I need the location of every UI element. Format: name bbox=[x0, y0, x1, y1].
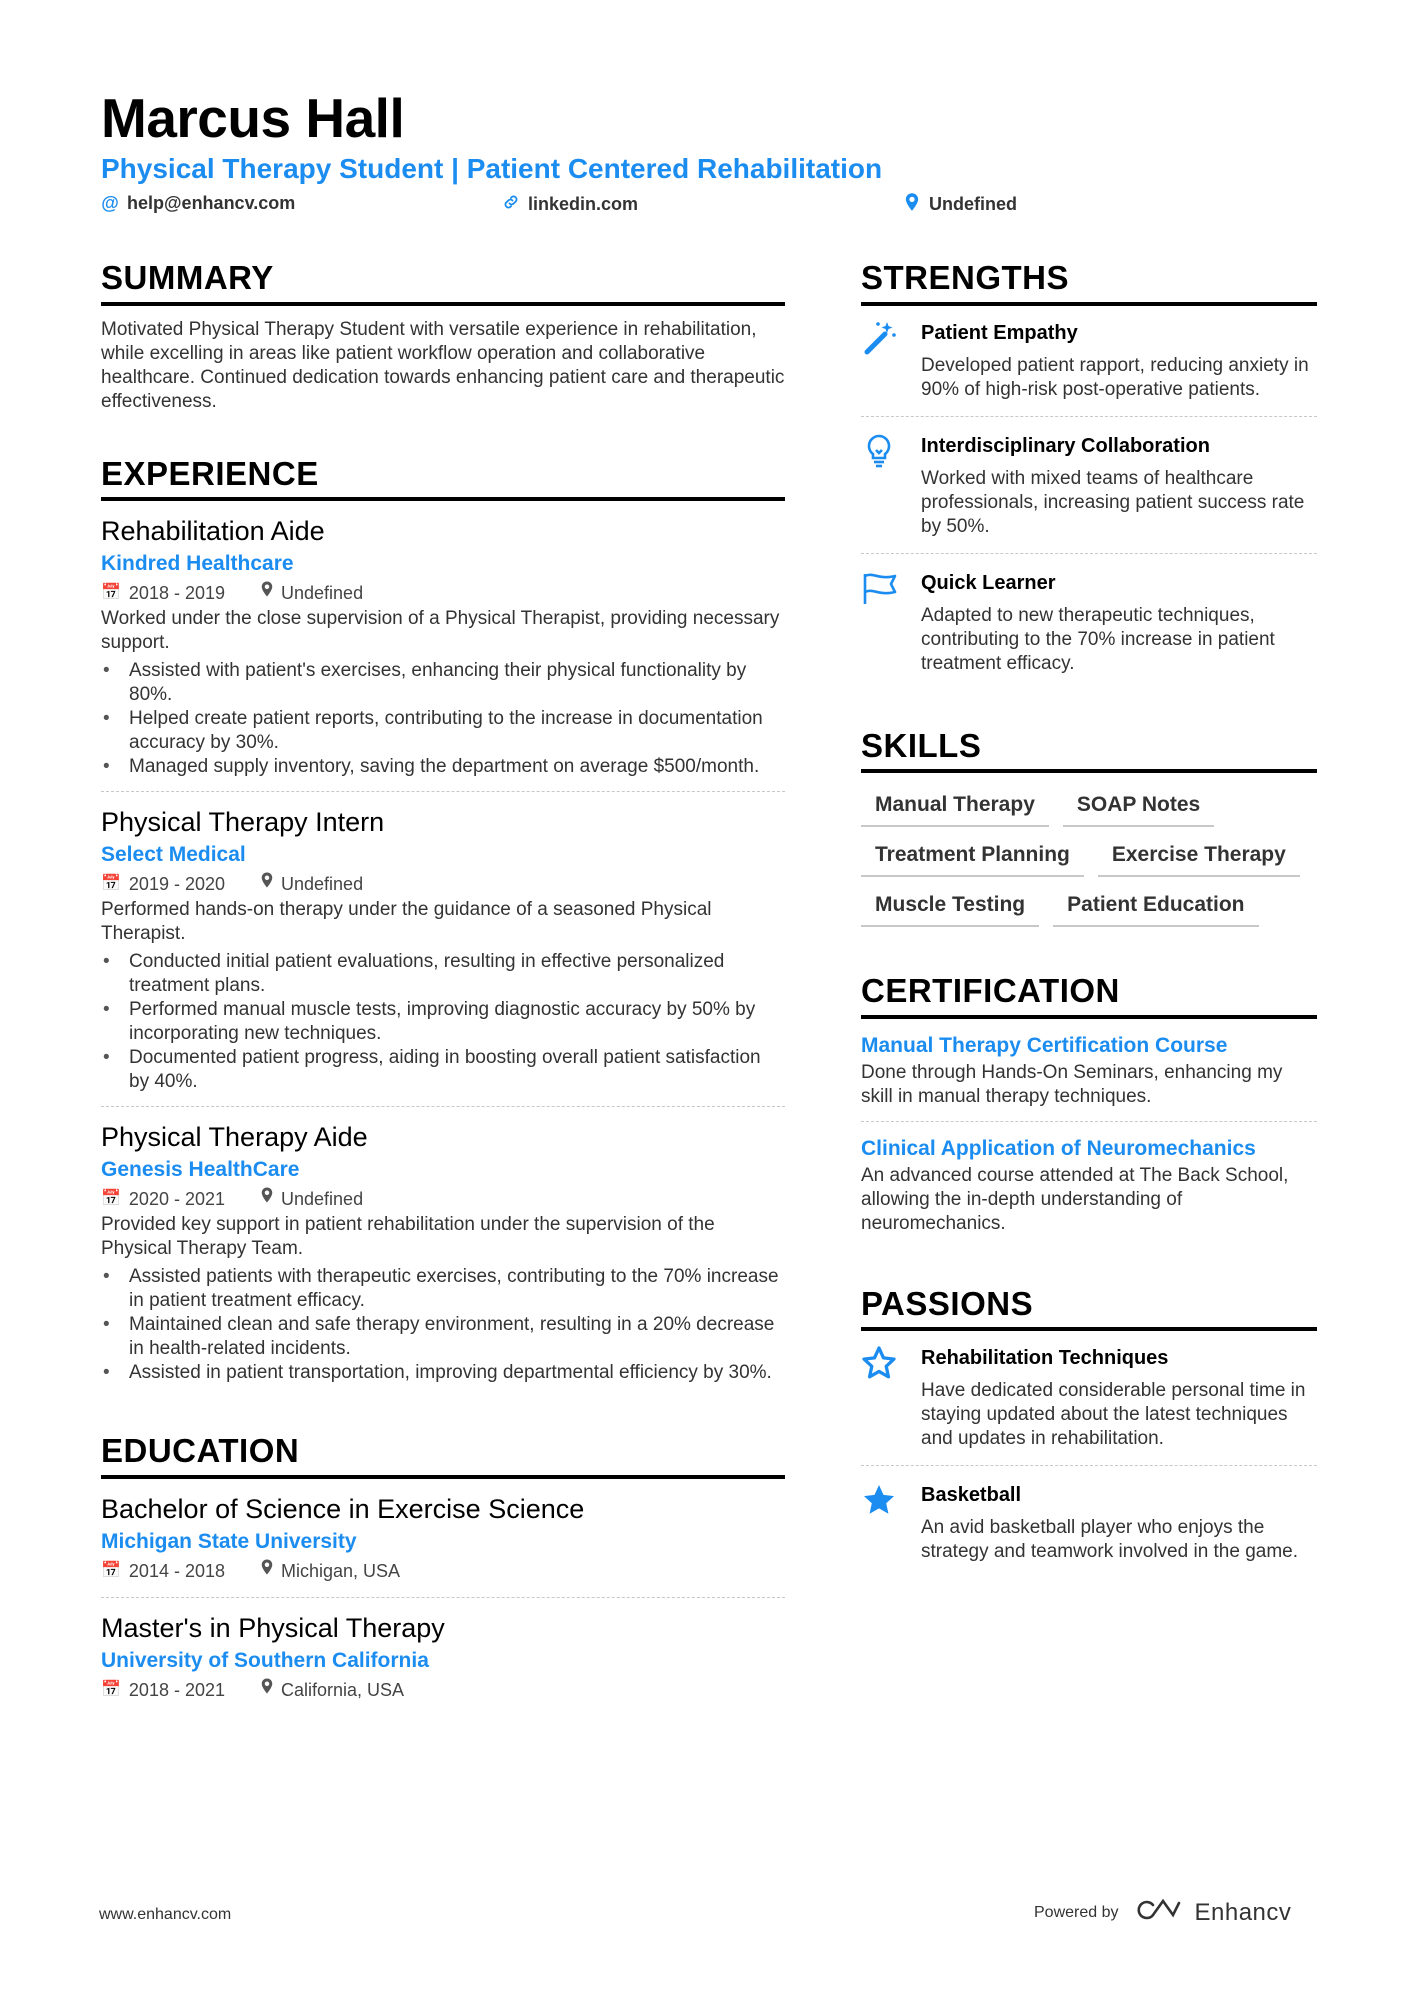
strength-item bbox=[861, 431, 1317, 554]
job-company: Genesis HealthCare bbox=[101, 1158, 300, 1182]
certification-description: Done through Hands-On Seminars, enhancing my skill in manual therapy techniques. bbox=[861, 1061, 1283, 1107]
school: Michigan State University bbox=[101, 1529, 357, 1553]
passion-item bbox=[861, 1343, 1317, 1466]
job-bullet: • Helped create patient reports, contributing to the increase in documentation accuracy by 30%. bbox=[101, 707, 785, 755]
education-meta bbox=[101, 1557, 785, 1585]
job-role: Rehabilitation Aide bbox=[101, 516, 325, 547]
location-pin-icon bbox=[261, 1557, 273, 1585]
powered-by-text: Powered by bbox=[1034, 1903, 1119, 1921]
strength-title: Patient Empathy bbox=[921, 321, 1078, 344]
certification-name: Manual Therapy Certification Course bbox=[861, 1033, 1228, 1057]
location-pin-icon bbox=[261, 1676, 273, 1704]
strength-title: Quick Learner bbox=[921, 571, 1056, 594]
job-company: Select Medical bbox=[101, 843, 246, 867]
passion-description: Have dedicated considerable personal time in staying updated about the latest techniques and updates in rehabilitation. bbox=[921, 1380, 1306, 1450]
strength-item bbox=[861, 318, 1317, 417]
strengths-section bbox=[861, 258, 1317, 690]
skill-tag: Treatment Planning bbox=[861, 837, 1084, 877]
strength-description: Adapted to new therapeutic techniques, contributing to the 70% increase in patient treatment efficacy. bbox=[921, 604, 1275, 674]
school: University of Southern California bbox=[101, 1648, 429, 1672]
skills-list bbox=[861, 777, 1317, 927]
flag-icon bbox=[861, 568, 905, 676]
job-company: Kindred Healthcare bbox=[101, 552, 294, 576]
job-bullet: • Assisted in patient transportation, improving departmental efficiency by 30%. bbox=[101, 1361, 785, 1385]
location-pin-icon bbox=[261, 870, 273, 898]
summary-text: Motivated Physical Therapy Student with versatile experience in rehabilitation, while excelling in areas like patient workflow operation and collaborative healthcare. Continued dedication towards enhancing patient care and therapeutic effectiveness. bbox=[101, 318, 785, 412]
magic-wand-icon bbox=[861, 318, 905, 402]
strength-title: Interdisciplinary Collaboration bbox=[921, 434, 1210, 457]
strength-description: Developed patient rapport, reducing anxiety in 90% of high-risk post-operative patients. bbox=[921, 354, 1309, 400]
job-description: Provided key support in patient rehabilitation under the supervision of the Physical Therapy Team. bbox=[101, 1214, 715, 1260]
enhancv-logo-icon bbox=[1133, 1897, 1181, 1928]
certification-item bbox=[861, 1134, 1317, 1248]
degree: Bachelor of Science in Exercise Science bbox=[101, 1493, 585, 1524]
strengths-title: STRENGTHS bbox=[861, 258, 1317, 306]
calendar-icon: 📅 bbox=[101, 584, 121, 602]
skills-title: SKILLS bbox=[861, 726, 1317, 774]
calendar-icon: 📅 bbox=[101, 875, 121, 893]
job-description: Worked under the close supervision of a Physical Therapist, providing necessary support. bbox=[101, 608, 780, 654]
job-meta bbox=[101, 870, 785, 898]
right-column bbox=[861, 258, 1317, 1592]
job-dates: 2020 - 2021 bbox=[128, 1189, 226, 1210]
job-location: Undefined bbox=[281, 1189, 364, 1210]
lightbulb-icon bbox=[861, 431, 905, 539]
job-description: Performed hands-on therapy under the guidance of a seasoned Physical Therapist. bbox=[101, 899, 712, 945]
location-pin-icon bbox=[903, 193, 921, 216]
candidate-tagline: Physical Therapy Student | Patient Centered Rehabilitation bbox=[101, 153, 883, 184]
experience-item bbox=[101, 1119, 785, 1397]
passions-title: PASSIONS bbox=[861, 1284, 1317, 1332]
star-filled-icon bbox=[861, 1480, 905, 1564]
link-icon bbox=[502, 193, 520, 216]
job-dates: 2018 - 2019 bbox=[128, 583, 226, 604]
education-dates: 2014 - 2018 bbox=[128, 1560, 226, 1581]
star-outline-icon bbox=[861, 1343, 905, 1451]
skill-tag: Patient Education bbox=[1053, 887, 1258, 927]
skill-tag: Manual Therapy bbox=[861, 787, 1049, 827]
education-item bbox=[101, 1491, 785, 1598]
job-location: Undefined bbox=[281, 583, 364, 604]
contact-location bbox=[903, 193, 1017, 216]
job-bullets bbox=[101, 950, 785, 1094]
education-location: California, USA bbox=[281, 1679, 405, 1700]
location-text: Undefined bbox=[929, 194, 1017, 214]
passion-item bbox=[861, 1480, 1317, 1578]
job-dates: 2019 - 2020 bbox=[128, 874, 226, 895]
certification-item bbox=[861, 1031, 1317, 1122]
job-meta bbox=[101, 1185, 785, 1213]
certification-title: CERTIFICATION bbox=[861, 971, 1317, 1019]
job-role: Physical Therapy Intern bbox=[101, 807, 385, 838]
job-bullet: • Assisted patients with therapeutic exercises, contributing to the 70% increase in patient treatment efficacy. bbox=[101, 1265, 785, 1313]
footer-branding bbox=[1034, 1897, 1291, 1928]
contact-linkedin[interactable] bbox=[502, 193, 638, 216]
education-dates: 2018 - 2021 bbox=[128, 1679, 226, 1700]
education-title: EDUCATION bbox=[101, 1431, 785, 1479]
calendar-icon: 📅 bbox=[101, 1190, 121, 1208]
job-bullet: • Assisted with patient's exercises, enhancing their physical functionality by 80%. bbox=[101, 659, 785, 707]
at-icon: @ bbox=[101, 193, 119, 213]
left-column bbox=[101, 258, 785, 1728]
location-pin-icon bbox=[261, 1185, 273, 1213]
skills-section bbox=[861, 726, 1317, 928]
job-bullet: • Performed manual muscle tests, improving diagnostic accuracy by 50% by incorporating new techniques. bbox=[101, 998, 785, 1046]
footer-website[interactable]: www.enhancv.com bbox=[99, 1906, 232, 1923]
linkedin-text: linkedin.com bbox=[528, 194, 639, 214]
enhancv-brand-text: Enhancv bbox=[1194, 1898, 1292, 1926]
experience-section bbox=[101, 454, 785, 1398]
strength-description: Worked with mixed teams of healthcare professionals, increasing patient success rate by 50%. bbox=[921, 467, 1305, 537]
skill-tag: SOAP Notes bbox=[1063, 787, 1214, 827]
job-bullets bbox=[101, 1265, 785, 1385]
candidate-name: Marcus Hall bbox=[101, 87, 405, 149]
passion-title: Rehabilitation Techniques bbox=[921, 1347, 1169, 1370]
email-text: help@enhancv.com bbox=[127, 193, 296, 213]
job-bullet: • Documented patient progress, aiding in boosting overall patient satisfaction by 40%. bbox=[101, 1046, 785, 1094]
location-pin-icon bbox=[261, 579, 273, 607]
passions-section bbox=[861, 1284, 1317, 1579]
calendar-icon: 📅 bbox=[101, 1561, 121, 1579]
education-section bbox=[101, 1431, 785, 1716]
summary-title: SUMMARY bbox=[101, 258, 785, 306]
job-meta bbox=[101, 579, 785, 607]
job-bullets bbox=[101, 659, 785, 779]
job-location: Undefined bbox=[281, 874, 364, 895]
calendar-icon: 📅 bbox=[101, 1680, 121, 1698]
job-bullet: • Maintained clean and safe therapy environment, resulting in a 20% decrease in health-related incidents. bbox=[101, 1313, 785, 1361]
experience-item bbox=[101, 804, 785, 1107]
strength-item bbox=[861, 568, 1317, 690]
job-bullet: • Managed supply inventory, saving the department on average $500/month. bbox=[101, 755, 785, 779]
certification-description: An advanced course attended at The Back School, allowing the in-depth understanding of neuromechanics. bbox=[861, 1164, 1289, 1234]
experience-item bbox=[101, 513, 785, 792]
job-role: Physical Therapy Aide bbox=[101, 1122, 368, 1153]
experience-title: EXPERIENCE bbox=[101, 454, 785, 502]
education-location: Michigan, USA bbox=[281, 1560, 401, 1581]
passion-title: Basketball bbox=[921, 1484, 1022, 1507]
skill-tag: Exercise Therapy bbox=[1098, 837, 1300, 877]
certification-name: Clinical Application of Neuromechanics bbox=[861, 1136, 1256, 1160]
education-meta bbox=[101, 1676, 785, 1704]
degree: Master's in Physical Therapy bbox=[101, 1612, 445, 1643]
skill-tag: Muscle Testing bbox=[861, 887, 1039, 927]
job-bullet: • Conducted initial patient evaluations, resulting in effective personalized treatment plans. bbox=[101, 950, 785, 998]
contact-email[interactable] bbox=[101, 193, 295, 214]
summary-section bbox=[101, 258, 785, 414]
certification-section bbox=[861, 971, 1317, 1248]
passion-description: An avid basketball player who enjoys the strategy and teamwork involved in the game. bbox=[921, 1517, 1299, 1563]
education-item bbox=[101, 1610, 785, 1716]
